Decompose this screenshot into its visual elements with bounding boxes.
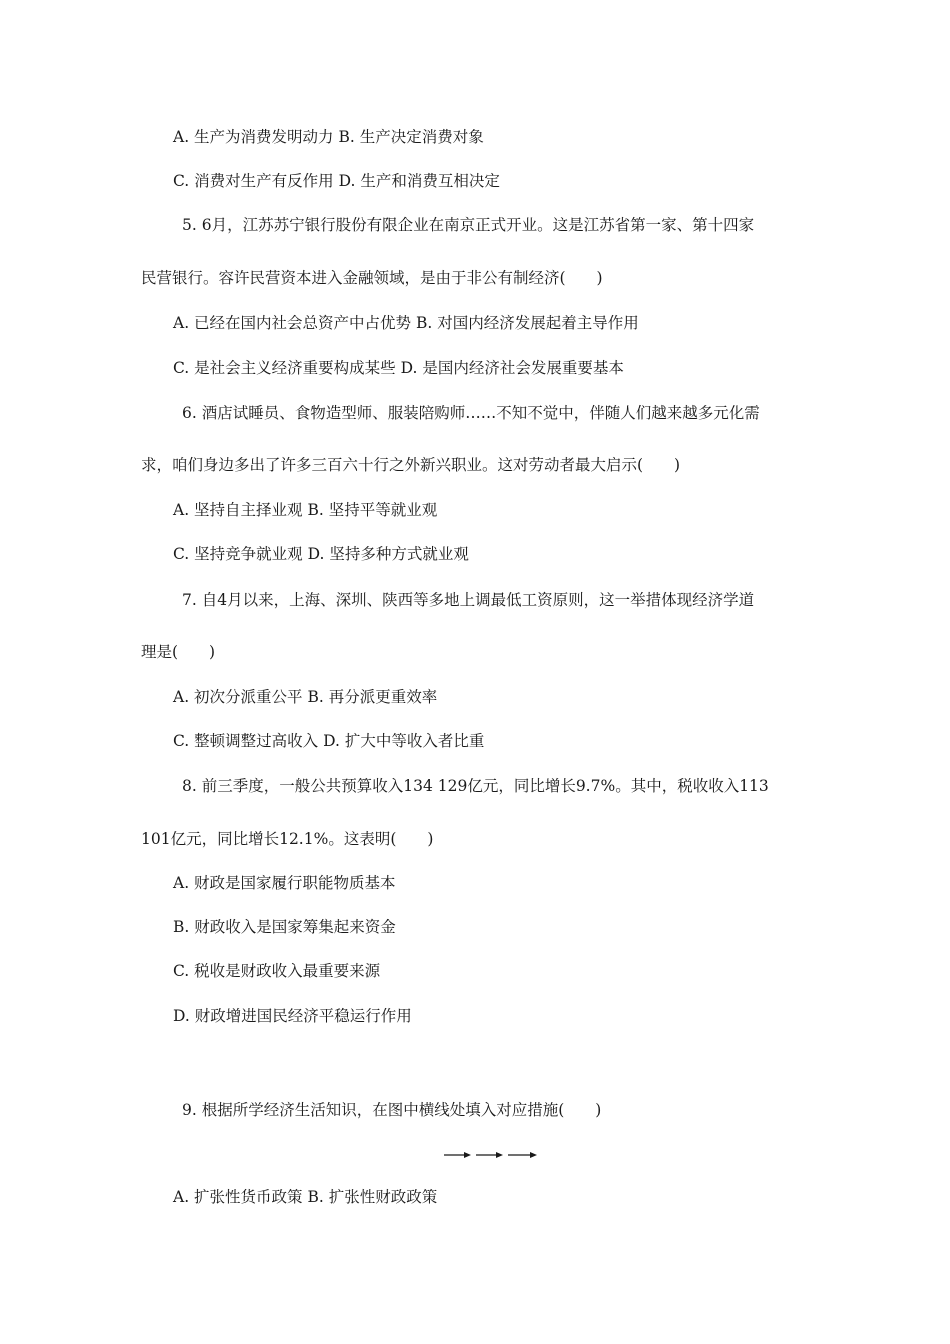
q4-option-ab: A. 生产为消费发明动力 B. 生产决定消费对象	[173, 128, 484, 146]
q7-option-ab: A. 初次分派重公平 B. 再分派更重效率	[173, 688, 438, 706]
q5-option-cd: C. 是社会主义经济重要构成某些 D. 是国内经济社会发展重要基本	[173, 359, 624, 377]
q8-stem-line2: 101亿元，同比增长12.1%。这表明( )	[141, 830, 434, 848]
q6-option-ab: A. 坚持自主择业观 B. 坚持平等就业观	[173, 501, 438, 519]
flow-diagram	[442, 1145, 542, 1165]
flow-arrow-1	[464, 1152, 471, 1158]
q5-stem-line1: 5. 6月，江苏苏宁银行股份有限企业在南京正式开业。这是江苏省第一家、第十四家	[182, 216, 755, 234]
q8-option-a: A. 财政是国家履行职能物质基本	[173, 874, 396, 892]
q7-stem-line2: 理是( )	[141, 643, 216, 661]
q8-option-d: D. 财政增进国民经济平稳运行作用	[173, 1007, 412, 1025]
q8-stem-line1: 8. 前三季度，一般公共预算收入134 129亿元，同比增长9.7%。其中，税收收入113	[182, 777, 769, 795]
q5-stem-line2: 民营银行。容许民营资本进入金融领域，是由于非公有制经济( )	[141, 269, 603, 287]
q5-option-ab: A. 已经在国内社会总资产中占优势 B. 对国内经济发展起着主导作用	[173, 314, 639, 332]
q6-option-cd: C. 坚持竞争就业观 D. 坚持多种方式就业观	[173, 545, 469, 563]
q6-stem-line1: 6. 酒店试睡员、食物造型师、服装陪购师……不知不觉中，伴随人们越来越多元化需	[182, 404, 760, 422]
q7-option-cd: C. 整顿调整过高收入 D. 扩大中等收入者比重	[173, 732, 485, 750]
q4-option-cd: C. 消费对生产有反作用 D. 生产和消费互相决定	[173, 172, 500, 190]
flow-arrow-3	[530, 1152, 537, 1158]
q8-option-b: B. 财政收入是国家筹集起来资金	[173, 918, 396, 936]
q9-stem-line1: 9. 根据所学经济生活知识，在图中横线处填入对应措施( )	[182, 1101, 602, 1119]
q7-stem-line1: 7. 自4月以来，上海、深圳、陕西等多地上调最低工资原则，这一举措体现经济学道	[182, 591, 755, 609]
flow-arrow-2	[496, 1152, 503, 1158]
q8-option-c: C. 税收是财政收入最重要来源	[173, 962, 381, 980]
q6-stem-line2: 求，咱们身边多出了许多三百六十行之外新兴职业。这对劳动者最大启示( )	[141, 456, 681, 474]
q9-option-ab: A. 扩张性货币政策 B. 扩张性财政政策	[173, 1188, 438, 1206]
